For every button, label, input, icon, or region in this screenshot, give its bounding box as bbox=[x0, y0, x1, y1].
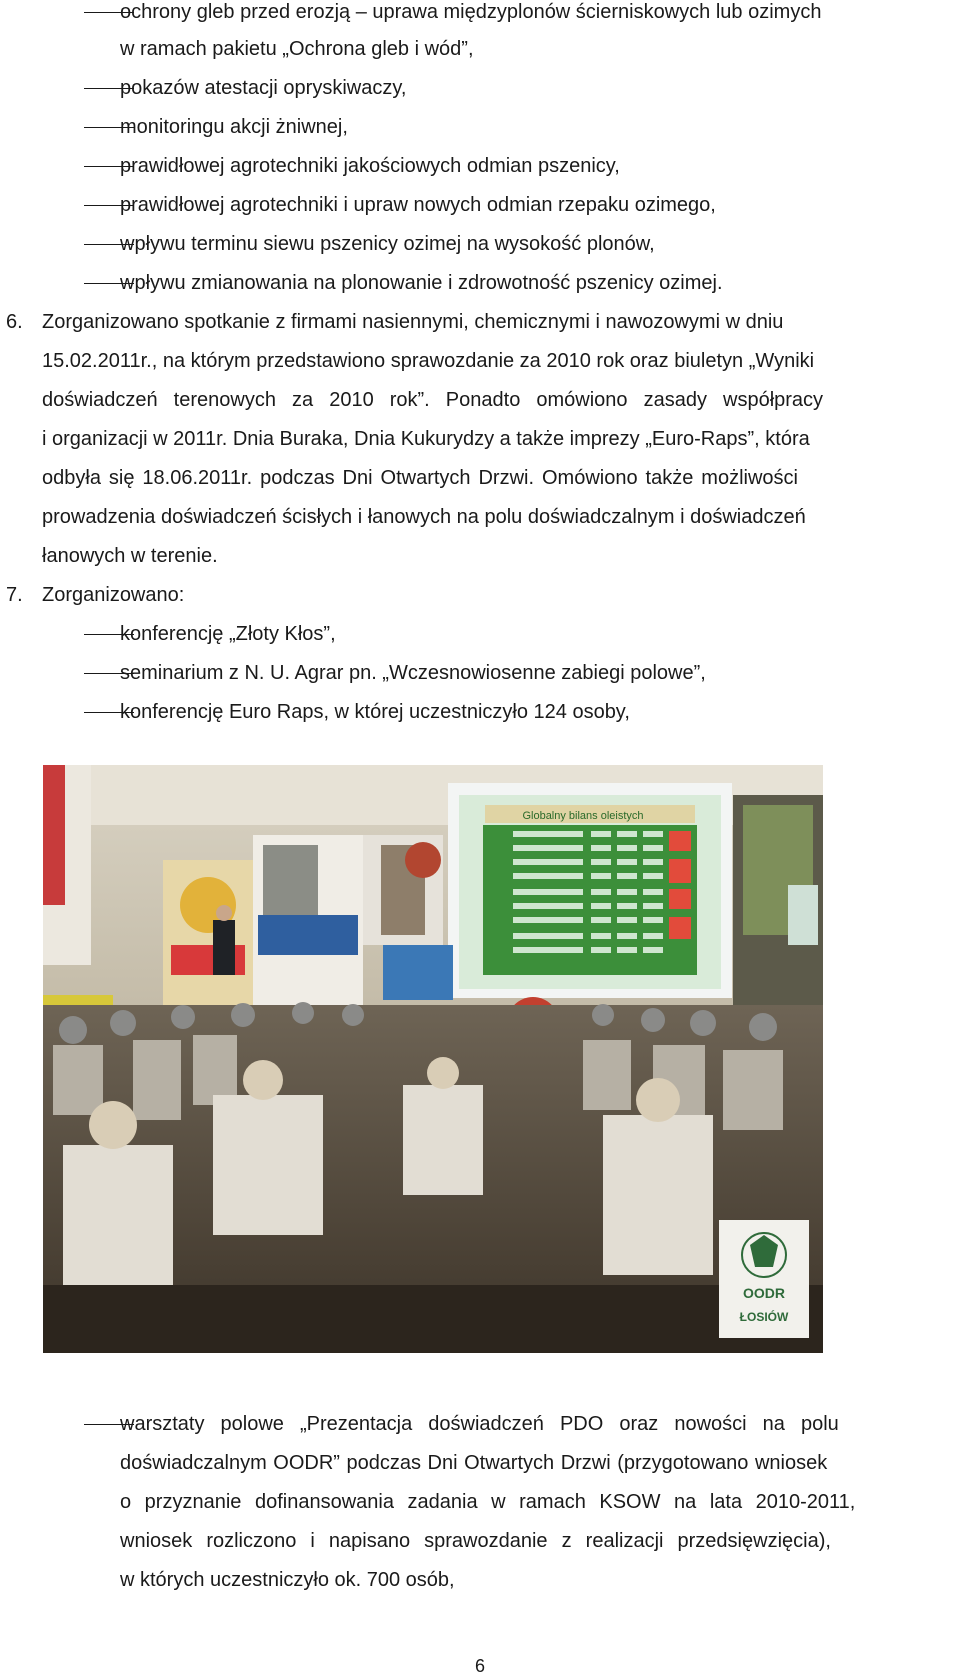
list-item-continuation: wniosek rozliczono i napisano sprawozdanie z realizacji przedsięwzięcia), bbox=[120, 1530, 831, 1552]
list-item: ochrony gleb przed erozją – uprawa międzyplonów ścierniskowych lub ozimych bbox=[120, 1, 822, 23]
item-number: 7. bbox=[6, 584, 23, 606]
item-number: 6. bbox=[6, 311, 23, 333]
list-item: prawidłowej agrotechniki jakościowych odmian pszenicy, bbox=[120, 155, 620, 177]
list-item-continuation: w których uczestniczyło ok. 700 osób, bbox=[120, 1569, 455, 1591]
paragraph-line: łanowych w terenie. bbox=[42, 545, 218, 567]
list-item: warsztaty polowe „Prezentacja doświadczeń PDO oraz nowości na polu bbox=[120, 1413, 839, 1435]
paragraph-line: doświadczeń terenowych za 2010 rok”. Ponadto omówiono zasady współpracy bbox=[42, 389, 824, 411]
list-item: wpływu terminu siewu pszenicy ozimej na wysokość plonów, bbox=[120, 233, 655, 255]
list-item: wpływu zmianowania na plonowanie i zdrowotność pszenicy ozimej. bbox=[120, 272, 723, 294]
page-number: 6 bbox=[474, 1656, 485, 1676]
item-intro: Zorganizowano: bbox=[42, 584, 185, 606]
list-item: konferencję „Złoty Kłos”, bbox=[120, 623, 336, 645]
oodr-logo: OODR bbox=[743, 1285, 785, 1301]
losiow-logo: ŁOSIÓW bbox=[739, 1310, 789, 1324]
list-item: prawidłowej agrotechniki i upraw nowych odmian rzepaku ozimego, bbox=[120, 194, 716, 216]
paragraph-line: odbyła się 18.06.2011r. podczas Dni Otwartych Drzwi. Omówiono także możliwości bbox=[42, 467, 798, 489]
screen-title: Globalny bilans oleistych bbox=[522, 810, 644, 822]
list-item-continuation: doświadczalnym OODR” podczas Dni Otwartych Drzwi (przygotowano wniosek bbox=[120, 1452, 828, 1474]
paragraph-line: i organizacji w 2011r. Dnia Buraka, Dnia Kukurydzy a także imprezy „Euro-Raps”, która bbox=[42, 428, 810, 450]
conference-photo bbox=[43, 765, 823, 1353]
list-item: monitoringu akcji żniwnej, bbox=[120, 116, 348, 138]
list-item: seminarium z N. U. Agrar pn. „Wczesnowiosenne zabiegi polowe”, bbox=[120, 662, 706, 684]
list-item-continuation: w ramach pakietu „Ochrona gleb i wód”, bbox=[120, 38, 474, 60]
list-item: pokazów atestacji opryskiwaczy, bbox=[120, 77, 407, 99]
paragraph-line: 15.02.2011r., na którym przedstawiono sprawozdanie za 2010 rok oraz biuletyn „Wyniki bbox=[42, 350, 815, 372]
list-item: konferencję Euro Raps, w której uczestniczyło 124 osoby, bbox=[120, 701, 630, 723]
paragraph-line: prowadzenia doświadczeń ścisłych i łanowych na polu doświadczalnym i doświadczeń bbox=[42, 506, 806, 528]
paragraph-line: Zorganizowano spotkanie z firmami nasiennymi, chemicznymi i nawozowymi w dniu bbox=[42, 311, 784, 333]
list-item-continuation: o przyznanie dofinansowania zadania w ramach KSOW na lata 2010-2011, bbox=[120, 1491, 856, 1513]
